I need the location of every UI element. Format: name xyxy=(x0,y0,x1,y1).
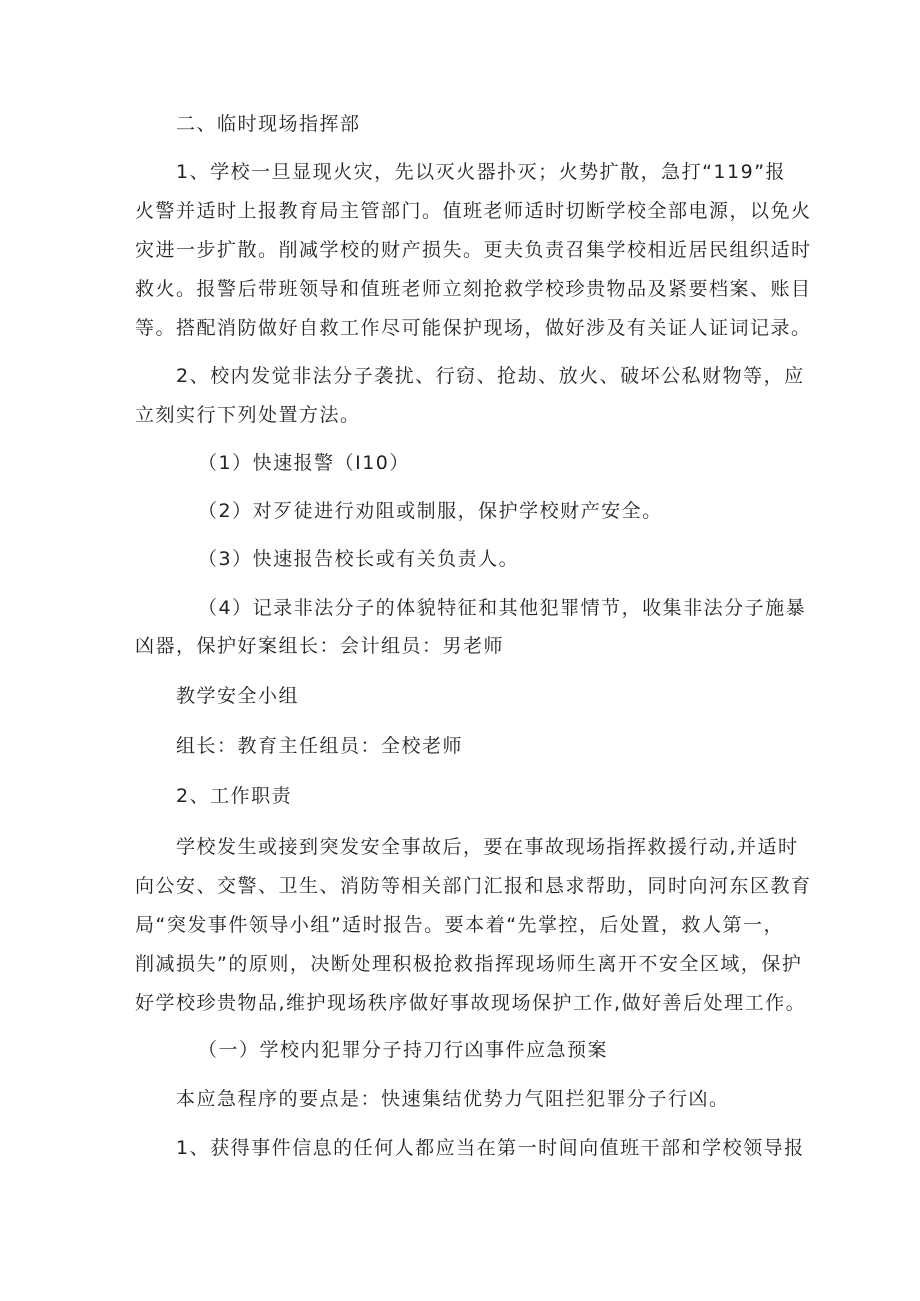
paragraph-fire-line-2: 火警并适时上报教育局主管部门。值班老师适时切断学校全部电源，以免火 xyxy=(135,200,812,222)
paragraph-fire-line-3: 灾进一步扩散。削减学校的财产损失。更夫负责召集学校相近居民组织适时 xyxy=(135,239,812,261)
section-heading-temporary-command: 二、临时现场指挥部 xyxy=(176,113,361,135)
paragraph-duties-line-4: 削减损失”的原则，决断处理积极抢救指挥现场师生离开不安全区域，保护 xyxy=(135,953,803,975)
paragraph-duties-line-3: 局“突发事件领导小组”适时报告。要本着“先掌控，后处置，救人第一， xyxy=(135,914,785,936)
paragraph-plan-step-1: 1、获得事件信息的任何人都应当在第一时间向值班干部和学校领导报 xyxy=(176,1137,805,1159)
list-item-2: （2）对歹徒进行劝阻或制服，保护学校财产安全。 xyxy=(198,500,663,522)
paragraph-plan-keypoint: 本应急程序的要点是：快速集结优势力气阻拦犯罪分子行凶。 xyxy=(176,1088,730,1110)
section-heading-knife-attack-plan: （一）学校内犯罪分子持刀行凶事件应急预案 xyxy=(198,1039,609,1061)
team-members-line: 组长：教育主任组员：全校老师 xyxy=(176,735,464,757)
list-item-4-line-2: 凶器，保护好案组长：会计组员：男老师 xyxy=(135,635,505,657)
paragraph-fire-line-5: 等。搭配消防做好自救工作尽可能保护现场，做好涉及有关证人证词记录。 xyxy=(135,317,812,339)
paragraph-intruder-line-2: 立刻实行下列处置方法。 xyxy=(135,404,361,426)
paragraph-duties-line-2: 向公安、交警、卫生、消防等相关部门汇报和恳求帮助，同时向河东区教育 xyxy=(135,875,812,897)
list-item-4-line-1: （4）记录非法分子的体貌特征和其他犯罪情节，收集非法分子施暴 xyxy=(198,597,807,619)
paragraph-duties-line-5: 好学校珍贵物品,维护现场秩序做好事故现场保护工作,做好善后处理工作。 xyxy=(135,992,807,1014)
paragraph-fire-line-4: 救火。报警后带班领导和值班老师立刻抢救学校珍贵物品及紧要档案、账目 xyxy=(135,278,812,300)
section-heading-duties: 2、工作职责 xyxy=(176,785,293,807)
list-item-3: （3）快速报告校长或有关负责人。 xyxy=(198,548,520,570)
section-heading-teaching-safety: 教学安全小组 xyxy=(176,685,300,707)
paragraph-duties-line-1: 学校发生或接到突发安全事故后，要在事故现场指挥救援行动,并适时 xyxy=(176,836,799,858)
paragraph-fire-line-1: 1、学校一旦显现火灾，先以灭火器扑灭；火势扩散，急打“119”报 xyxy=(176,161,787,183)
list-item-1: （1）快速报警（I10） xyxy=(198,452,410,474)
paragraph-intruder-line-1: 2、校内发觉非法分子袭扰、行窃、抢劫、放火、破坏公私财物等，应 xyxy=(176,365,805,387)
